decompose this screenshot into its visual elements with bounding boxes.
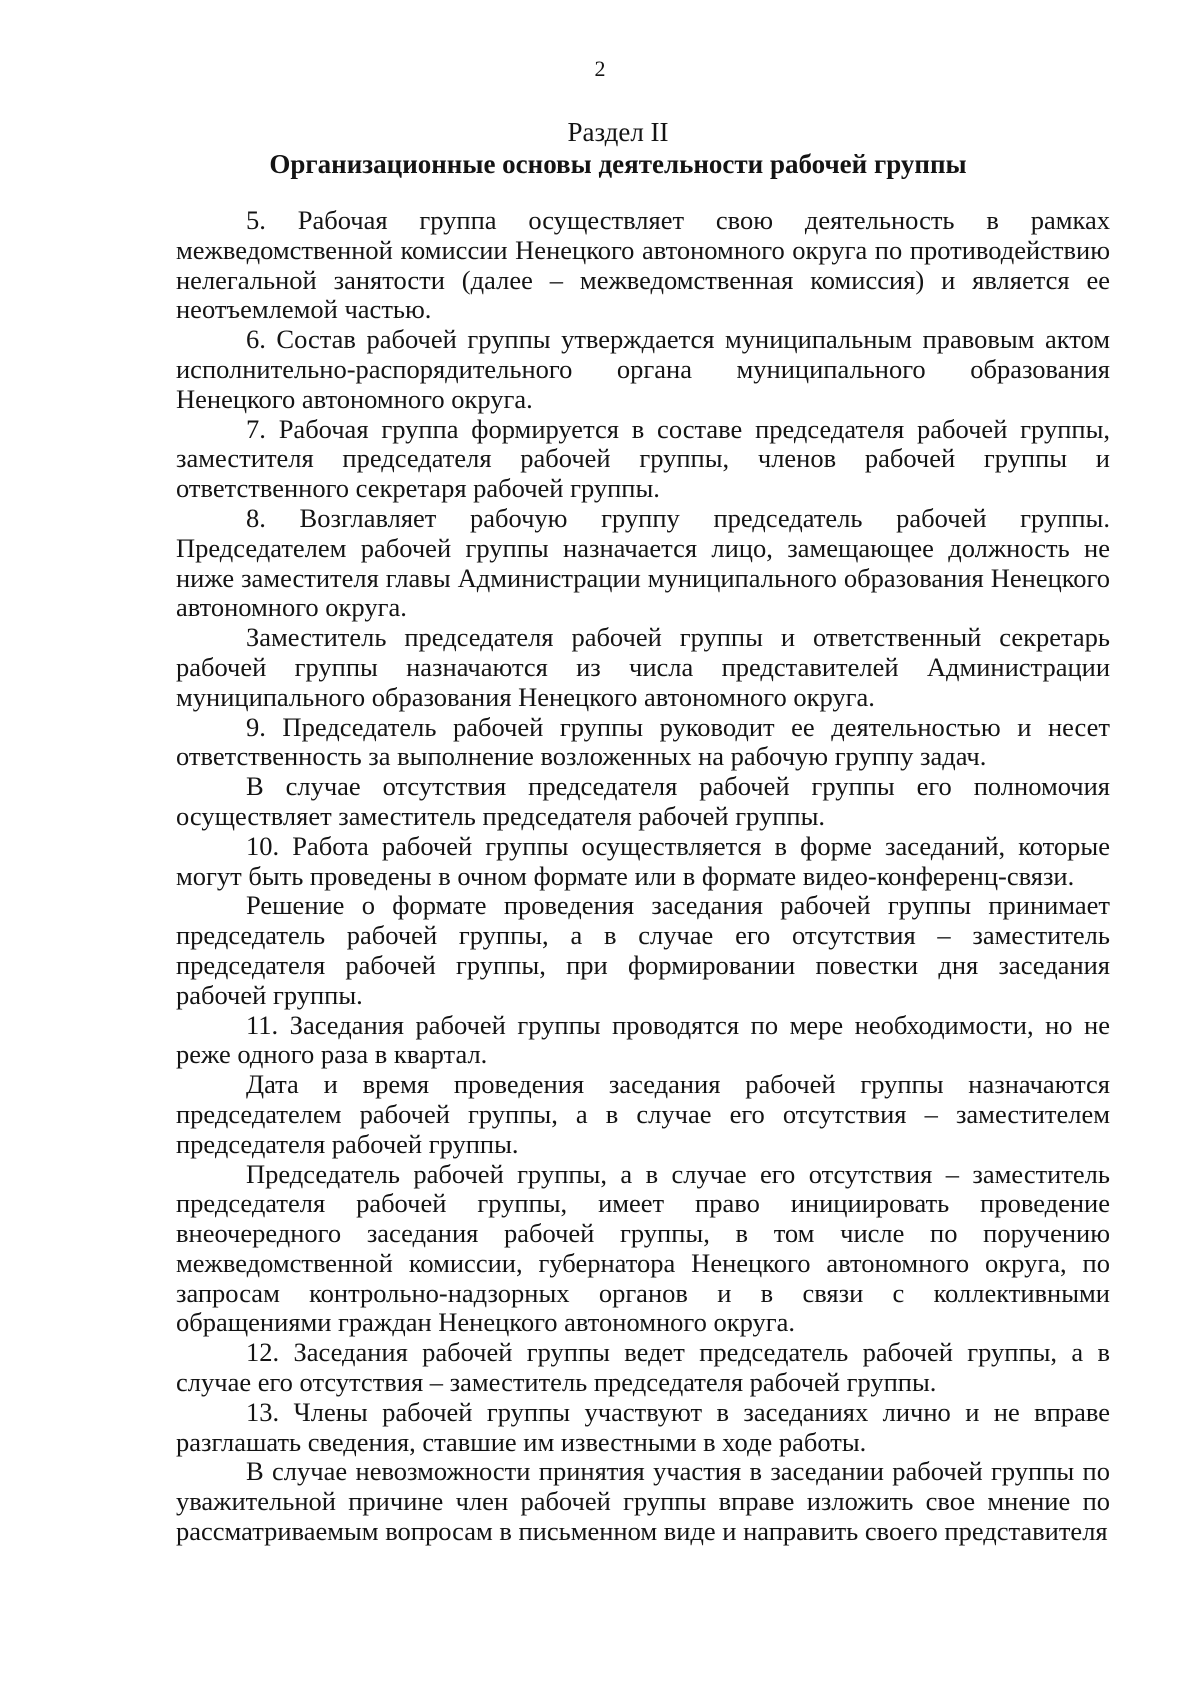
paragraph: 7. Рабочая группа формируется в составе председателя рабочей группы, заместителя председателя рабочей группы, членов рабочей группы и ответственного секретаря рабочей группы. [176, 413, 1110, 504]
paragraph: В случае отсутствия председателя рабочей группы его полномочия осуществляет заместитель председателя рабочей группы. [176, 771, 1110, 831]
paragraph: 11. Заседания рабочей группы проводятся по мере необходимости, но не реже одного раза в квартал. [176, 1009, 1110, 1070]
paragraph: 5. Рабочая группа осуществляет свою деятельность в рамках межведомственной комиссии Ненецкого автономного округа по противодействию нелегальной занятости (далее – межведомственная комиссия) и является ее неотъемлемой частью. [176, 205, 1110, 325]
paragraph: Председатель рабочей группы, а в случае его отсутствия – заместитель председателя рабочей группы, имеет право инициировать проведение внеочередного заседания рабочей группы, в том числе по поручению межведомственной комиссии, губернатора Ненецкого автономного округа, по запросам контрольно-надзорных органов и в связи с коллективными обращениями граждан Ненецкого автономного округа. [176, 1158, 1110, 1338]
paragraph: Дата и время проведения заседания рабочей группы назначаются председателем рабочей группы, а в случае его отсутствия – заместителем председателя рабочей группы. [176, 1069, 1110, 1159]
paragraph: В случае невозможности принятия участия в заседании рабочей группы по уважительной причине член рабочей группы вправе изложить свое мнение по рассматриваемым вопросам в письменном виде и направить своего представителя [176, 1456, 1110, 1547]
paragraph: Заместитель председателя рабочей группы и ответственный секретарь рабочей группы назначаются из числа представителей Администрации муниципального образования Ненецкого автономного округа. [176, 622, 1110, 712]
paragraph: 9. Председатель рабочей группы руководит ее деятельностью и несет ответственность за выполнение возложенных на рабочую группу задач. [176, 711, 1110, 772]
paragraph: 12. Заседания рабочей группы ведет председатель рабочей группы, а в случае его отсутствия – заместитель председателя рабочей группы. [176, 1337, 1110, 1398]
paragraph: 10. Работа рабочей группы осуществляется в форме заседаний, которые могут быть проведены в очном формате или в формате видео-конференц-связи. [176, 830, 1110, 891]
section-label: Раздел II [567, 117, 669, 147]
section-title: Организационные основы деятельности рабочей группы [269, 149, 967, 179]
page-number: 2 [594, 56, 606, 81]
paragraph: 8. Возглавляет рабочую группу председатель рабочей группы. Председателем рабочей группы назначается лицо, замещающее должность не ниже заместителя главы Администрации муниципального образования Ненецкого автономного округа. [176, 502, 1110, 623]
paragraph: 13. Члены рабочей группы участвуют в заседаниях лично и не вправе разглашать сведения, ставшие им известными в ходе работы. [176, 1396, 1110, 1457]
paragraph: 6. Состав рабочей группы утверждается муниципальным правовым актом исполнительно-распорядительного органа муниципального образования Ненецкого автономного округа. [176, 324, 1110, 414]
document-body [176, 206, 1110, 1547]
paragraph: Решение о формате проведения заседания рабочей группы принимает председатель рабочей группы, а в случае его отсутствия – заместитель председателя рабочей группы, при формировании повестки дня заседания рабочей группы. [176, 890, 1110, 1010]
